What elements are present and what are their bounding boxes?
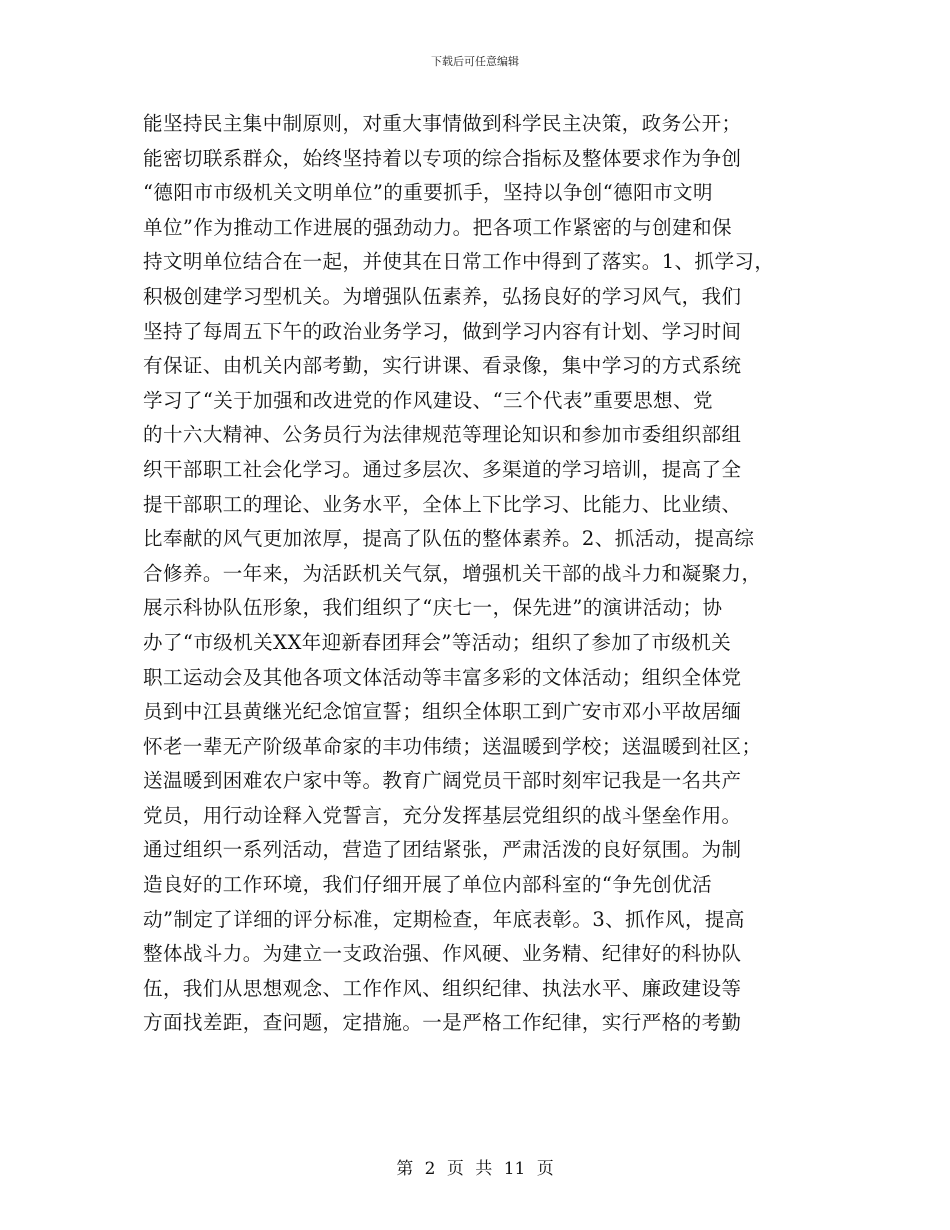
body-line: 整体战斗力。为建立一支政治强、作风硬、业务精、纪律好的科协队 (143, 942, 742, 966)
body-line: 比奉献的风气更加浓厚，提高了队伍的整体素养。2、抓活动，提高综 (143, 527, 755, 551)
body-line: 办了“市级机关XX年迎新春团拜会”等活动；组织了参加了市级机关 (143, 630, 732, 654)
body-line: 怀老一辈无产阶级革命家的丰功伟绩；送温暖到学校；送温暖到社区； (143, 734, 762, 758)
page-header: 下载后可任意编辑 (431, 55, 519, 68)
body-text (143, 107, 823, 1041)
body-line: 的十六大精神、公务员行为法律规范等理论知识和参加市委组织部组 (143, 423, 742, 447)
body-line: 党员，用行动诠释入党誓言，充分发挥基层党组织的战斗堡垒作用。 (143, 803, 742, 827)
body-line: 积极创建学习型机关。为增强队伍素养，弘扬良好的学习风气，我们 (143, 284, 742, 308)
body-line: 坚持了每周五下午的政治业务学习，做到学习内容有计划、学习时间 (143, 319, 742, 343)
body-line: 动”制定了详细的评分标准，定期检查，年底表彰。3、抓作风，提高 (143, 907, 745, 931)
page-footer: 第 2 页 共 11 页 (396, 1159, 554, 1179)
body-line: 织干部职工社会化学习。通过多层次、多渠道的学习培训，提高了全 (143, 457, 742, 481)
body-line: 能坚持民主集中制原则，对重大事情做到科学民主决策，政务公开； (143, 112, 742, 135)
body-line: 展示科协队伍形象，我们组织了“庆七一，保先进”的演讲活动；协 (143, 596, 723, 620)
body-line: 能密切联系群众，始终坚持着以专项的综合指标及整体要求作为争创 (143, 146, 742, 170)
body-line: “德阳市市级机关文明单位”的重要抓手，坚持以争创“德阳市文明 (143, 181, 713, 205)
body-line: 方面找差距，查问题，定措施。一是严格工作纪律，实行严格的考勤 (143, 1011, 742, 1035)
body-line: 造良好的工作环境，我们仔细开展了单位内部科室的“争先创优活 (143, 873, 713, 897)
body-line: 伍，我们从思想观念、工作作风、组织纪律、执法水平、廉政建设等 (143, 976, 742, 1000)
body-line: 合修养。一年来，为活跃机关气氛，增强机关干部的战斗力和凝聚力， (143, 561, 762, 585)
body-line: 送温暖到困难农户家中等。教育广阔党员干部时刻牢记我是一名共产 (143, 769, 742, 793)
body-line: 有保证、由机关内部考勤，实行讲课、看录像，集中学习的方式系统 (143, 354, 742, 378)
body-line: 提干部职工的理论、业务水平，全体上下比学习、比能力、比业绩、 (143, 492, 742, 516)
body-line: 持文明单位结合在一起，并使其在日常工作中得到了落实。1、抓学习， (143, 250, 775, 274)
body-line: 员到中江县黄继光纪念馆宣誓；组织全体职工到广安市邓小平故居缅 (143, 700, 742, 724)
body-line: 通过组织一系列活动，营造了团结紧张，严肃活泼的良好氛围。为制 (143, 838, 742, 862)
body-line: 职工运动会及其他各项文体活动等丰富多彩的文体活动；组织全体党 (143, 665, 742, 689)
body-line: 单位”作为推动工作进展的强劲动力。把各项工作紧密的与创建和保 (143, 215, 732, 239)
body-line: 学习了“关于加强和改进党的作风建设、“三个代表”重要思想、党 (143, 388, 713, 412)
